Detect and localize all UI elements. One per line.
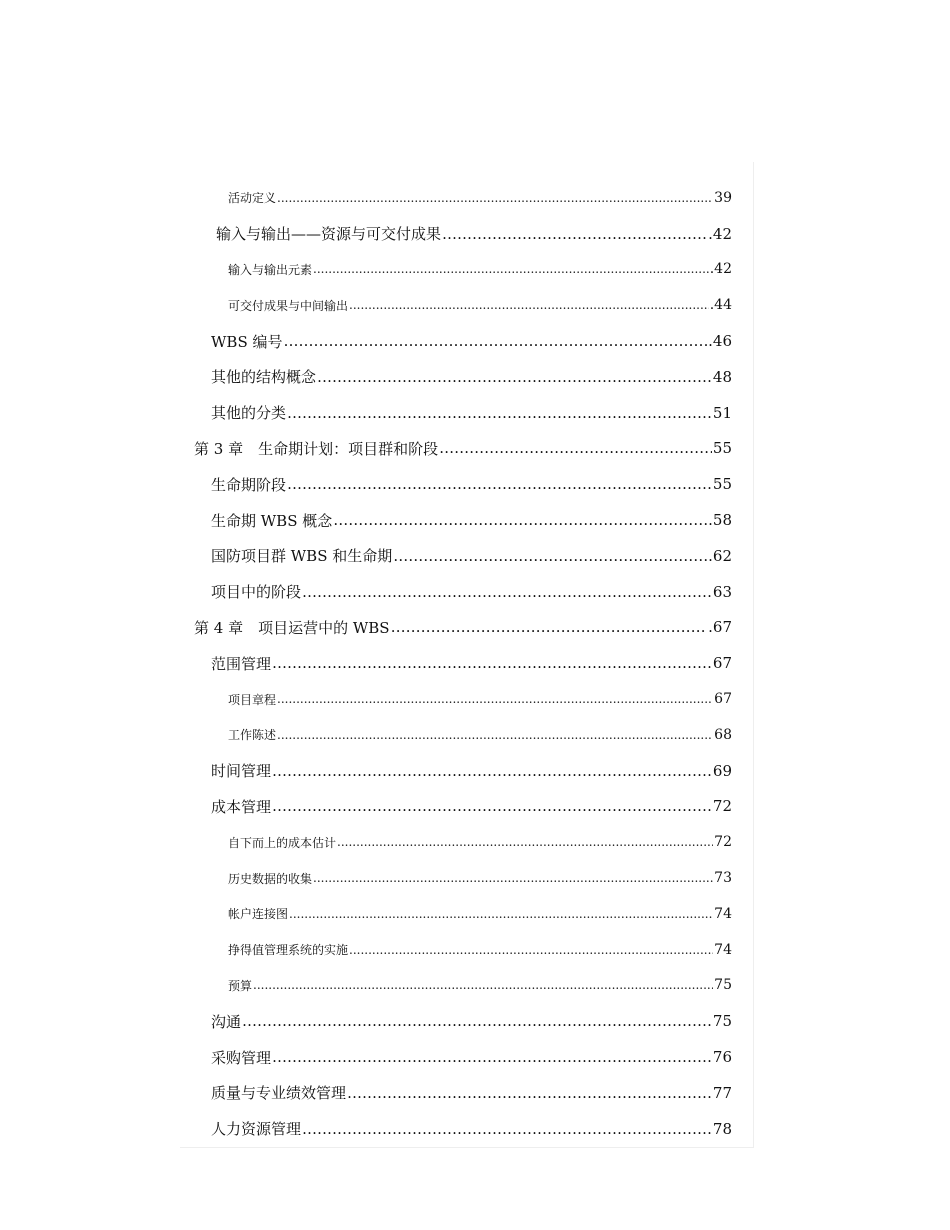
toc-entry-title: 活动定义 <box>228 191 277 206</box>
toc-page-number: 72 <box>712 797 732 816</box>
toc-entry[interactable] <box>180 896 754 932</box>
toc-entry-title: 可交付成果与中间输出 <box>228 298 349 313</box>
toc-dot-leader <box>272 797 712 815</box>
toc-page-number: .42 <box>708 224 732 243</box>
toc-dot-leader <box>337 835 713 849</box>
document-page <box>180 162 754 1148</box>
toc-entry-title: 项目章程 <box>228 692 277 707</box>
toc-dot-leader <box>302 1120 712 1138</box>
toc-page-number: 77 <box>712 1083 732 1102</box>
toc-entry[interactable] <box>180 574 754 610</box>
toc-page-number: 75 <box>714 977 732 994</box>
toc-page-number: 75 <box>712 1012 732 1031</box>
toc-entry-title: 帐户连接图 <box>228 907 289 922</box>
toc-entry-title: 自下而上的成本估计 <box>228 835 337 850</box>
toc-dot-leader <box>313 871 713 885</box>
toc-entry[interactable] <box>180 323 754 359</box>
toc-dot-leader <box>253 978 713 992</box>
toc-dot-leader <box>313 262 709 276</box>
toc-page-number: 63 <box>712 582 732 601</box>
toc-dot-leader <box>391 618 708 636</box>
toc-entry-title: 成本管理 <box>211 797 272 816</box>
toc-page-number: .42 <box>709 261 732 278</box>
toc-dot-leader <box>317 368 712 386</box>
toc-page-number: 76 <box>712 1048 732 1067</box>
toc-dot-leader <box>349 298 709 312</box>
toc-entry-title: 范围管理 <box>211 654 272 673</box>
toc-entry[interactable] <box>180 932 754 968</box>
toc-entry-title: 其他的结构概念 <box>211 368 317 387</box>
toc-entry[interactable] <box>180 287 754 323</box>
toc-entry-title: 沟通 <box>211 1012 242 1031</box>
toc-entry-title: 输入与输出元素 <box>228 262 313 277</box>
toc-page-number: 51 <box>712 403 732 422</box>
toc-entry[interactable] <box>180 645 754 681</box>
toc-entry[interactable] <box>180 180 754 216</box>
toc-dot-leader <box>284 332 708 350</box>
toc-entry[interactable] <box>180 1111 754 1147</box>
toc-entry-title: 第 3 章 生命期计划：项目群和阶段 <box>194 439 439 458</box>
toc-dot-leader <box>272 1048 712 1066</box>
toc-dot-leader <box>393 547 707 565</box>
toc-entry-title: 第 4 章 项目运营中的 WBS <box>194 618 390 637</box>
toc-entry-title: 生命期 WBS 概念 <box>211 511 333 530</box>
toc-page-number: 67 <box>714 691 732 708</box>
toc-entry[interactable] <box>180 395 754 431</box>
toc-entry-title: 质量与专业绩效管理 <box>211 1084 347 1103</box>
toc-dot-leader <box>272 762 712 780</box>
toc-entry-title: WBS 编号 <box>211 332 283 351</box>
toc-entry[interactable] <box>180 502 754 538</box>
toc-dot-leader <box>277 692 713 706</box>
toc-entry-title: 项目中的阶段 <box>211 583 302 602</box>
toc-page-number: .44 <box>709 297 732 314</box>
toc-page-number: 55 <box>712 439 732 458</box>
toc-page-number: 39 <box>714 189 732 206</box>
toc-dot-leader <box>442 225 707 243</box>
toc-dot-leader <box>277 728 713 742</box>
toc-entry[interactable] <box>180 789 754 825</box>
toc-page-number: .62 <box>708 546 732 565</box>
toc-dot-leader <box>272 654 712 672</box>
toc-dot-leader <box>287 475 712 493</box>
toc-entry-title: 采购管理 <box>211 1048 272 1067</box>
toc-dot-leader <box>349 943 713 957</box>
toc-page-number: 69 <box>712 761 732 780</box>
toc-entry[interactable] <box>180 216 754 252</box>
toc-entry[interactable] <box>180 1075 754 1111</box>
table-of-contents <box>180 180 754 1147</box>
toc-dot-leader <box>333 511 707 529</box>
toc-dot-leader <box>242 1012 712 1030</box>
toc-entry[interactable] <box>180 717 754 753</box>
toc-page-number: .67 <box>708 618 732 637</box>
toc-dot-leader <box>287 404 712 422</box>
toc-dot-leader <box>289 907 713 921</box>
toc-entry-title: 其他的分类 <box>211 404 287 423</box>
toc-dot-leader <box>439 439 712 457</box>
toc-entry[interactable] <box>180 359 754 395</box>
toc-entry[interactable] <box>180 1003 754 1039</box>
toc-entry-title: 国防项目群 WBS 和生命期 <box>211 547 393 566</box>
toc-page-number: 74 <box>714 941 732 958</box>
toc-page-number: 72 <box>714 834 732 851</box>
toc-entry[interactable] <box>180 610 754 646</box>
toc-dot-leader <box>302 583 712 601</box>
toc-entry[interactable] <box>180 538 754 574</box>
toc-page-number: .46 <box>708 332 732 351</box>
toc-entry[interactable] <box>180 824 754 860</box>
toc-entry[interactable] <box>180 431 754 467</box>
toc-entry-title: 历史数据的收集 <box>228 871 313 886</box>
toc-page-number: 73 <box>714 870 732 887</box>
toc-entry-title: 生命期阶段 <box>211 475 287 494</box>
toc-dot-leader <box>347 1084 712 1102</box>
toc-page-number: 67 <box>712 654 732 673</box>
toc-entry-title: 时间管理 <box>211 762 272 781</box>
toc-page-number: 78 <box>712 1119 732 1138</box>
toc-entry[interactable] <box>180 681 754 717</box>
toc-entry[interactable] <box>180 860 754 896</box>
toc-entry-title: 挣得值管理系统的实施 <box>228 943 349 958</box>
toc-page-number: .58 <box>708 511 732 530</box>
toc-entry[interactable] <box>180 1039 754 1075</box>
toc-entry-title: 工作陈述 <box>228 728 277 743</box>
toc-page-number: 48 <box>712 367 732 386</box>
toc-entry[interactable] <box>180 968 754 1004</box>
toc-page-number: 68 <box>714 726 732 743</box>
toc-entry[interactable] <box>180 466 754 502</box>
toc-entry-title: 输入与输出——资源与可交付成果 <box>216 225 442 244</box>
toc-entry[interactable] <box>180 753 754 789</box>
toc-entry-title: 人力资源管理 <box>211 1120 302 1139</box>
toc-page-number: 74 <box>714 905 732 922</box>
toc-entry[interactable] <box>180 252 754 288</box>
toc-entry-title: 预算 <box>228 978 253 993</box>
toc-dot-leader <box>277 191 713 205</box>
toc-page-number: 55 <box>712 475 732 494</box>
